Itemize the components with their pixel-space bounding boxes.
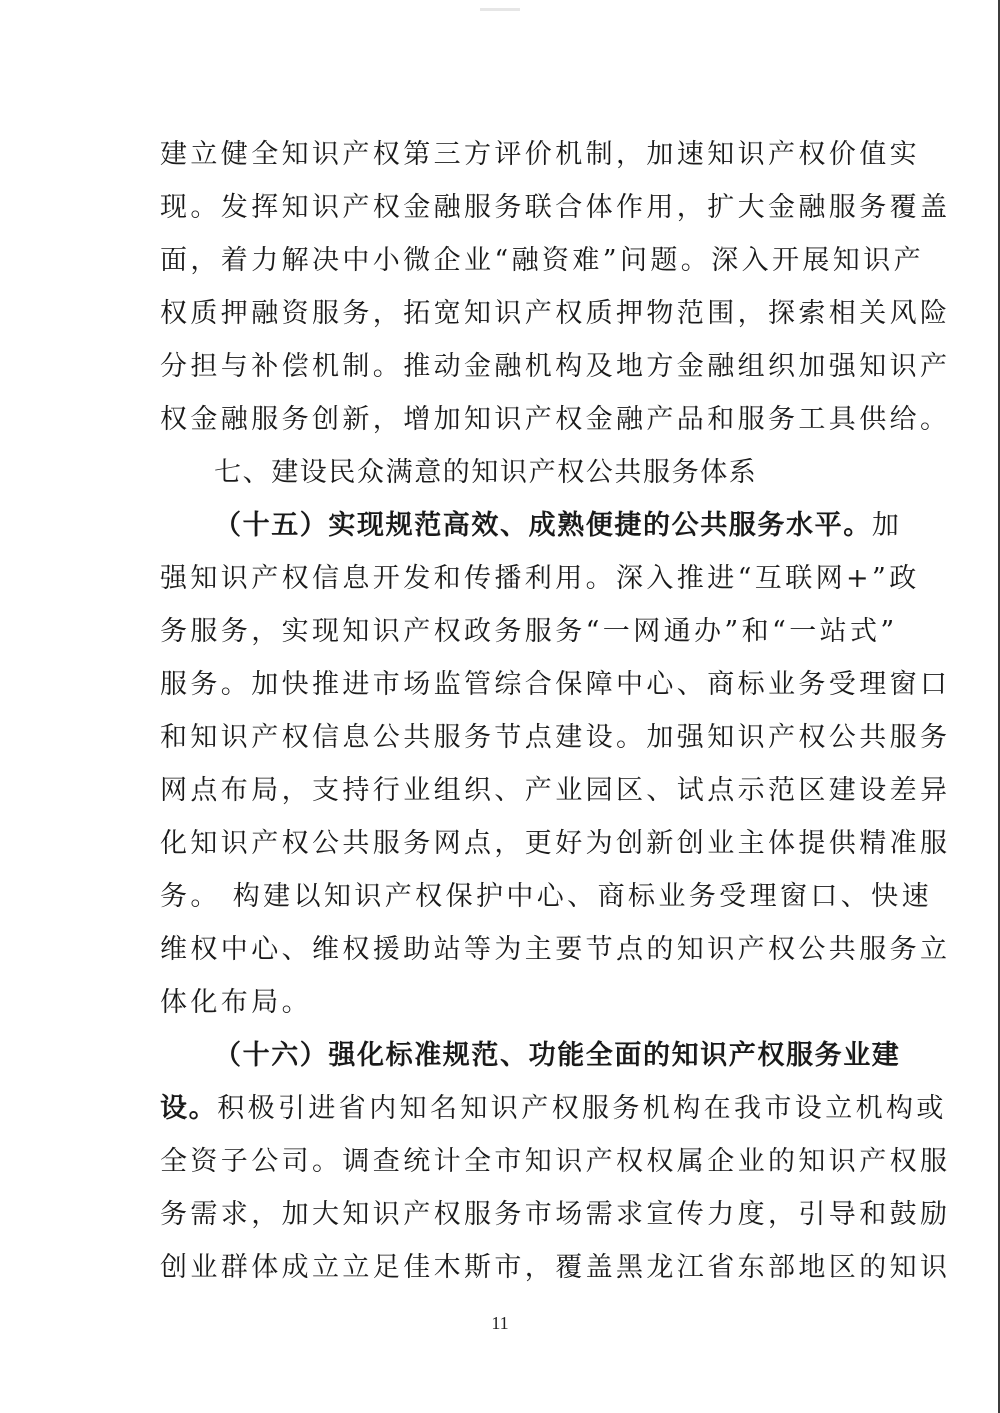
paragraph-line: 强知识产权信息开发和传播利用。深入推进“互联网+”政 [160,563,920,594]
paragraph-line: 务需求，加大知识产权服务市场需求宣传力度，引导和鼓励 [160,1199,951,1230]
paragraph-line: 体化布局。 [160,987,312,1018]
paragraph-text: 加 [871,510,903,541]
paragraph-line: 化知识产权公共服务网点，更好为创新创业主体提供精准服 [160,828,951,859]
subsection-first-line [160,499,903,552]
subsection-second-line [160,1082,947,1135]
document-body [160,128,951,1294]
subsection-title: （十六）强化标准规范、功能全面的知识产权服务业建 [214,1040,901,1071]
paragraph-line: 和知识产权信息公共服务节点建设。加强知识产权公共服务 [160,722,951,753]
paragraph-line: 建立健全知识产权第三方评价机制，加速知识产权价值实 [160,139,920,170]
paragraph-line: 创业群体成立立足佳木斯市，覆盖黑龙江省东部地区的知识 [160,1252,951,1283]
paragraph-line: 权金融服务创新，增加知识产权金融产品和服务工具供给。 [160,404,951,435]
paragraph-line: 务。 构建以知识产权保护中心、商标业务受理窗口、快速 [160,881,932,912]
paragraph-line: 务服务，实现知识产权政务服务“一网通办”和“一站式” [160,616,898,647]
paragraph-text: 积极引进省内知名知识产权服务机构在我市设立机构或 [217,1093,947,1124]
paragraph-line: 权质押融资服务，拓宽知识产权质押物范围，探索相关风险 [160,298,951,329]
section-heading: 七、建设民众满意的知识产权公共服务体系 [214,457,758,488]
paragraph-line: 分担与补偿机制。推动金融机构及地方金融组织加强知识产 [160,351,951,382]
scan-artifact [480,8,520,11]
page-number: 11 [491,1313,509,1333]
subsection-title: （十五）实现规范高效、成熟便捷的公共服务水平。 [214,510,872,541]
paragraph-line: 维权中心、维权援助站等为主要节点的知识产权公共服务立 [160,934,951,965]
paragraph-line: 服务。加快推进市场监管综合保障中心、商标业务受理窗口 [160,669,951,700]
paragraph-line: 全资子公司。调查统计全市知识产权权属企业的知识产权服 [160,1146,951,1177]
paragraph-line: 现。发挥知识产权金融服务联合体作用，扩大金融服务覆盖 [160,192,951,223]
paragraph-line: 网点布局，支持行业组织、产业园区、试点示范区建设差异 [160,775,951,806]
paragraph-line: 面，着力解决中小微企业“融资难”问题。深入开展知识产 [160,245,925,276]
subsection-title-end: 设。 [160,1093,218,1124]
